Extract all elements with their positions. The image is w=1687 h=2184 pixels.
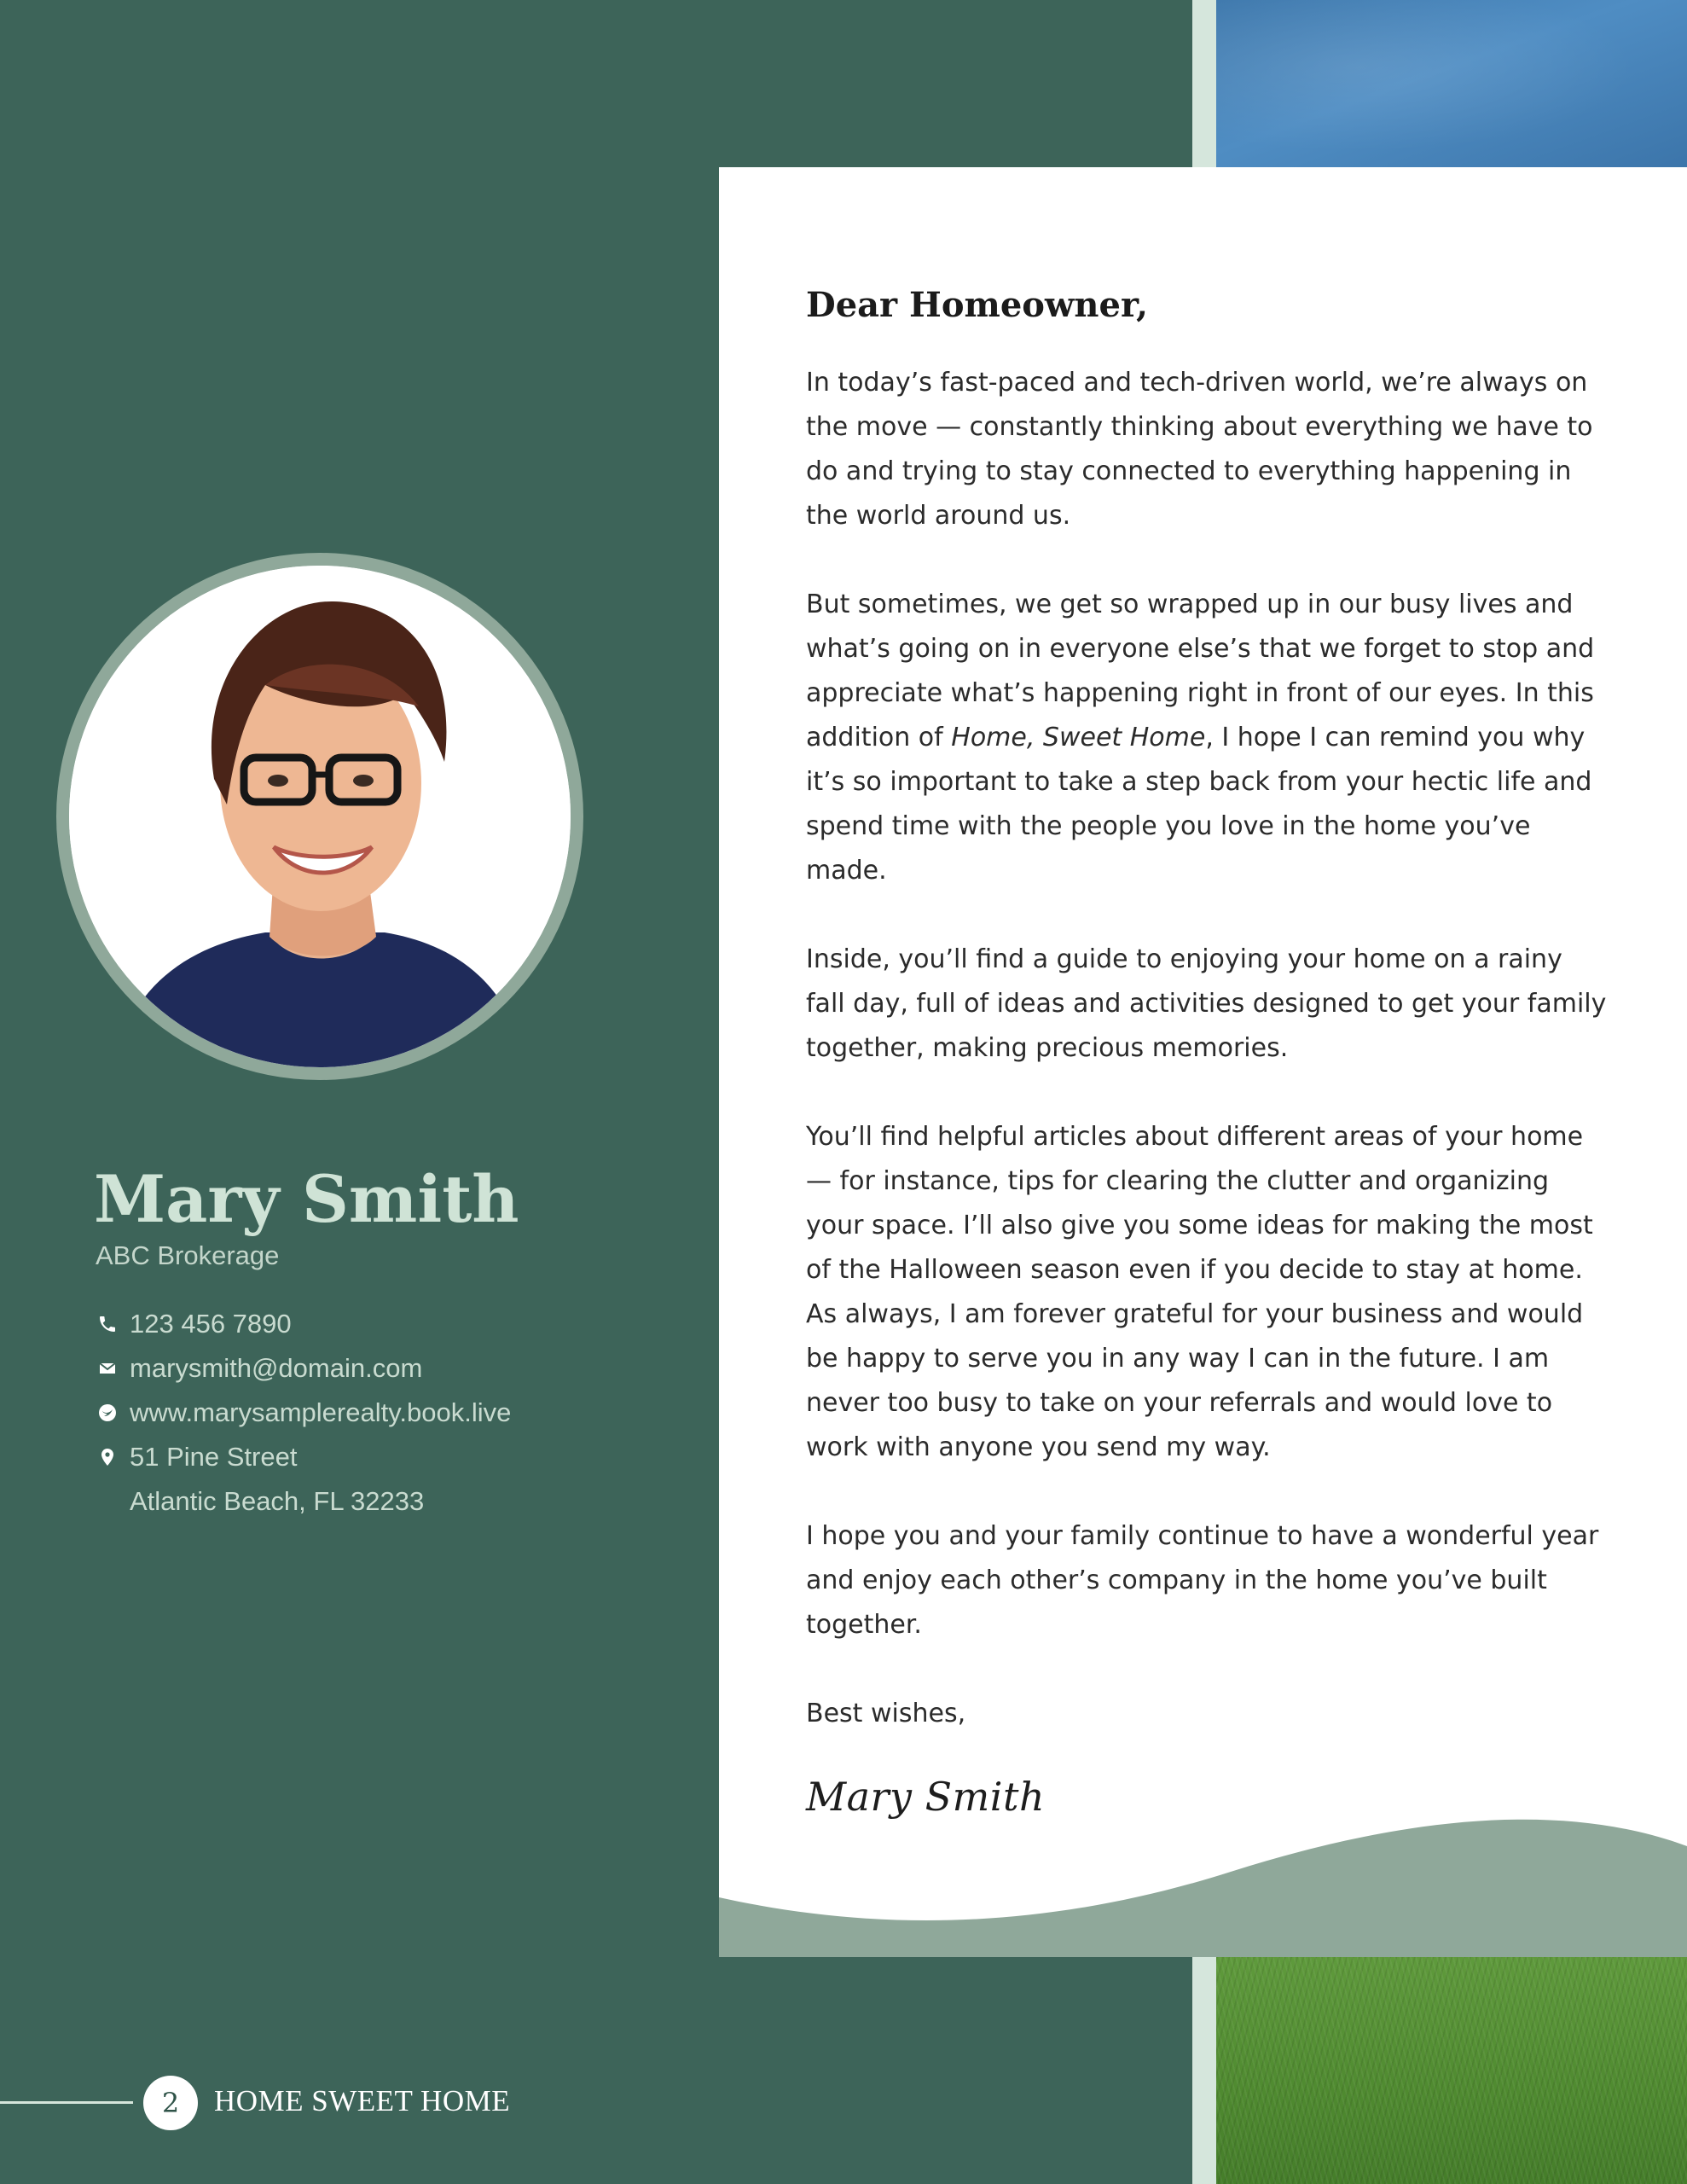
letter-paragraph-3: Inside, you’ll find a guide to enjoying your home on a rainy fall day, full of ideas and activities designed to get your family together, making precious memories. xyxy=(806,944,1607,1063)
contact-phone[interactable]: 123 456 7890 xyxy=(96,1302,511,1346)
phone-icon xyxy=(96,1312,119,1336)
letter-paragraph-2: But sometimes, we get so wrapped up in our busy lives and what’s going on in everyone else’s that we forget to stop and appreciate what’s happening right in front of our eyes. In this addition of Home, Sweet Home, I hope I can remind you why it’s so important to take a step back from your hectic life and spend time with the people you love in the home you’ve made. xyxy=(806,590,1595,886)
agent-photo xyxy=(69,566,571,1067)
contact-email[interactable]: marysmith@domain.com xyxy=(96,1346,511,1391)
letter-paragraph-5: I hope you and your family continue to have a wonderful year and enjoy each other’s company in the home you’ve built together. xyxy=(806,1521,1599,1640)
signature: Mary Smith xyxy=(806,1774,1046,1820)
wave-decoration xyxy=(719,1812,1687,1957)
letter-closing: Best wishes, xyxy=(806,1699,966,1728)
letter-greeting: Dear Homeowner, xyxy=(806,285,1149,325)
web-icon xyxy=(96,1401,119,1425)
letter-panel xyxy=(719,167,1687,1957)
footer-title: HOME SWEET HOME xyxy=(214,2084,511,2117)
contact-website[interactable]: www.marysamplerealty.book.live xyxy=(96,1391,511,1435)
agent-portrait-illustration xyxy=(69,566,571,1067)
agent-company: ABC Brokerage xyxy=(96,1240,280,1270)
letter-paragraph-1: In today’s fast-paced and tech-driven world, we’re always on the move — constantly thinking about everything we have to do and trying to stay connected to everything happening in the world around us. xyxy=(806,368,1593,531)
grass-image xyxy=(1216,1957,1687,2184)
magazine-title: Home, Sweet Home xyxy=(951,723,1206,752)
contact-address: 51 Pine Street xyxy=(96,1435,511,1479)
footer-rule xyxy=(0,2101,133,2104)
agent-photo-frame xyxy=(56,553,583,1080)
letter-body xyxy=(806,285,1608,1820)
letter-paragraph-4: You’ll find helpful articles about different areas of your home — for instance, tips for clearing the clutter and organizing your space. I’ll also give you some ideas for making the most of the Halloween season even if you decide to stay at home. As always, I am forever grateful for your business and would be happy to serve you in any way I can in the future. I am never too busy to take on your referrals and would love to work with anyone you send my way. xyxy=(806,1122,1593,1462)
mail-icon xyxy=(96,1356,119,1380)
page-number: 2 xyxy=(143,2076,198,2130)
contact-list xyxy=(96,1302,511,1524)
agent-name: Mary Smith xyxy=(94,1161,519,1237)
sky-image xyxy=(1216,0,1687,167)
location-pin-icon xyxy=(96,1445,119,1469)
contact-address-line2: Atlantic Beach, FL 32233 xyxy=(130,1486,425,1516)
